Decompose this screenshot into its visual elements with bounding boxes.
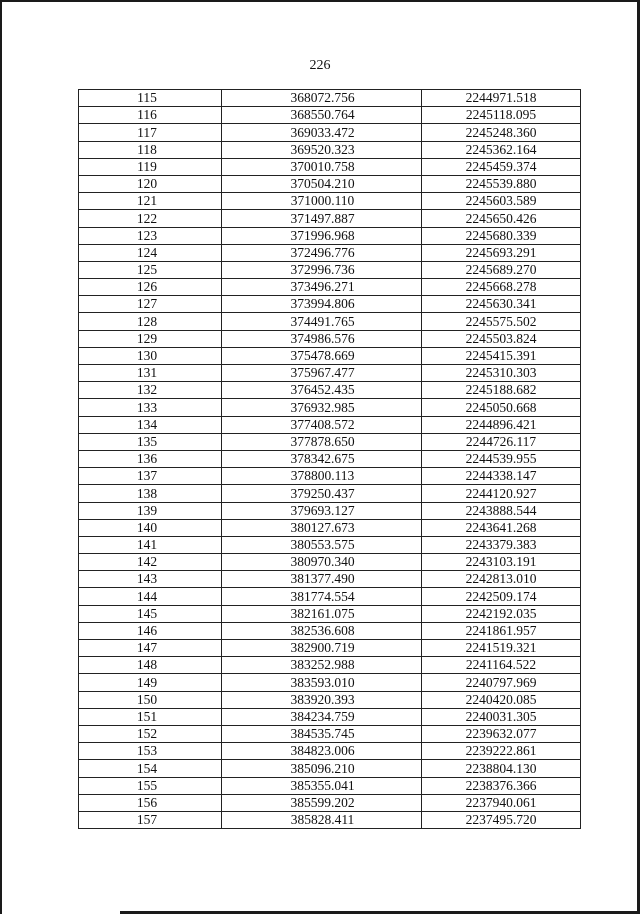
table-row: [79, 399, 581, 416]
x-coordinate-cell: 383593.010: [222, 674, 422, 691]
y-coordinate-cell: 2238804.130: [422, 760, 581, 777]
y-coordinate-cell: 2245680.339: [422, 227, 581, 244]
x-coordinate-cell: 382161.075: [222, 605, 422, 622]
point-number-cell: 145: [79, 605, 222, 622]
x-coordinate-cell: 376452.435: [222, 382, 422, 399]
point-number-cell: 124: [79, 244, 222, 261]
table-row: [79, 158, 581, 175]
x-coordinate-cell: 381377.490: [222, 571, 422, 588]
y-coordinate-cell: 2240797.969: [422, 674, 581, 691]
y-coordinate-cell: 2239632.077: [422, 725, 581, 742]
y-coordinate-cell: 2241519.321: [422, 640, 581, 657]
table-row: [79, 244, 581, 261]
point-number-cell: 115: [79, 90, 222, 107]
point-number-cell: 141: [79, 536, 222, 553]
point-number-cell: 134: [79, 416, 222, 433]
y-coordinate-cell: 2245050.668: [422, 399, 581, 416]
x-coordinate-cell: 383252.988: [222, 657, 422, 674]
point-number-cell: 157: [79, 811, 222, 828]
table-row: [79, 708, 581, 725]
x-coordinate-cell: 385828.411: [222, 811, 422, 828]
table-row: [79, 416, 581, 433]
point-number-cell: 147: [79, 640, 222, 657]
point-number-cell: 119: [79, 158, 222, 175]
point-number-cell: 137: [79, 468, 222, 485]
table-row: [79, 296, 581, 313]
table-row: [79, 90, 581, 107]
table-row: [79, 588, 581, 605]
point-number-cell: 129: [79, 330, 222, 347]
x-coordinate-cell: 373496.271: [222, 279, 422, 296]
point-number-cell: 122: [79, 210, 222, 227]
table-row: [79, 124, 581, 141]
x-coordinate-cell: 378342.675: [222, 450, 422, 467]
point-number-cell: 135: [79, 433, 222, 450]
x-coordinate-cell: 368072.756: [222, 90, 422, 107]
y-coordinate-cell: 2237495.720: [422, 811, 581, 828]
point-number-cell: 155: [79, 777, 222, 794]
x-coordinate-cell: 382900.719: [222, 640, 422, 657]
y-coordinate-cell: 2239222.861: [422, 743, 581, 760]
x-coordinate-cell: 382536.608: [222, 622, 422, 639]
y-coordinate-cell: 2241164.522: [422, 657, 581, 674]
point-number-cell: 117: [79, 124, 222, 141]
x-coordinate-cell: 377408.572: [222, 416, 422, 433]
x-coordinate-cell: 373994.806: [222, 296, 422, 313]
table-row: [79, 468, 581, 485]
point-number-cell: 125: [79, 261, 222, 278]
y-coordinate-cell: 2244896.421: [422, 416, 581, 433]
y-coordinate-cell: 2245693.291: [422, 244, 581, 261]
coordinate-table-body: [79, 90, 581, 829]
table-row: [79, 347, 581, 364]
point-number-cell: 136: [79, 450, 222, 467]
x-coordinate-cell: 383920.393: [222, 691, 422, 708]
x-coordinate-cell: 374986.576: [222, 330, 422, 347]
point-number-cell: 116: [79, 107, 222, 124]
scan-border-top: [0, 0, 640, 2]
point-number-cell: 139: [79, 502, 222, 519]
point-number-cell: 151: [79, 708, 222, 725]
y-coordinate-cell: 2245118.095: [422, 107, 581, 124]
x-coordinate-cell: 371996.968: [222, 227, 422, 244]
table-row: [79, 450, 581, 467]
table-row: [79, 519, 581, 536]
x-coordinate-cell: 370504.210: [222, 175, 422, 192]
table-row: [79, 657, 581, 674]
table-row: [79, 365, 581, 382]
point-number-cell: 132: [79, 382, 222, 399]
y-coordinate-cell: 2245668.278: [422, 279, 581, 296]
y-coordinate-cell: 2242509.174: [422, 588, 581, 605]
x-coordinate-cell: 376932.985: [222, 399, 422, 416]
table-row: [79, 571, 581, 588]
point-number-cell: 131: [79, 365, 222, 382]
table-row: [79, 777, 581, 794]
point-number-cell: 146: [79, 622, 222, 639]
x-coordinate-cell: 385096.210: [222, 760, 422, 777]
table-row: [79, 725, 581, 742]
y-coordinate-cell: 2245362.164: [422, 141, 581, 158]
y-coordinate-cell: 2245630.341: [422, 296, 581, 313]
scan-border-left: [0, 0, 2, 914]
y-coordinate-cell: 2242192.035: [422, 605, 581, 622]
table-row: [79, 502, 581, 519]
x-coordinate-cell: 374491.765: [222, 313, 422, 330]
page-number: 226: [309, 58, 331, 73]
x-coordinate-cell: 377878.650: [222, 433, 422, 450]
table-row: [79, 485, 581, 502]
y-coordinate-cell: 2245503.824: [422, 330, 581, 347]
y-coordinate-cell: 2245188.682: [422, 382, 581, 399]
y-coordinate-cell: 2245689.270: [422, 261, 581, 278]
point-number-cell: 142: [79, 554, 222, 571]
table-row: [79, 554, 581, 571]
table-row: [79, 622, 581, 639]
point-number-cell: 148: [79, 657, 222, 674]
x-coordinate-cell: 372996.736: [222, 261, 422, 278]
table-row: [79, 227, 581, 244]
y-coordinate-cell: 2244971.518: [422, 90, 581, 107]
x-coordinate-cell: 375967.477: [222, 365, 422, 382]
point-number-cell: 121: [79, 193, 222, 210]
table-row: [79, 743, 581, 760]
y-coordinate-cell: 2245415.391: [422, 347, 581, 364]
x-coordinate-cell: 369520.323: [222, 141, 422, 158]
point-number-cell: 118: [79, 141, 222, 158]
table-row: [79, 141, 581, 158]
x-coordinate-cell: 385599.202: [222, 794, 422, 811]
table-row: [79, 313, 581, 330]
y-coordinate-cell: 2238376.366: [422, 777, 581, 794]
table-row: [79, 794, 581, 811]
table-row: [79, 330, 581, 347]
y-coordinate-cell: 2243641.268: [422, 519, 581, 536]
y-coordinate-cell: 2241861.957: [422, 622, 581, 639]
point-number-cell: 123: [79, 227, 222, 244]
y-coordinate-cell: 2243888.544: [422, 502, 581, 519]
point-number-cell: 143: [79, 571, 222, 588]
table-row: [79, 674, 581, 691]
point-number-cell: 152: [79, 725, 222, 742]
x-coordinate-cell: 371000.110: [222, 193, 422, 210]
point-number-cell: 130: [79, 347, 222, 364]
coordinate-table-container: [78, 89, 580, 829]
point-number-cell: 144: [79, 588, 222, 605]
table-row: [79, 279, 581, 296]
y-coordinate-cell: 2245603.589: [422, 193, 581, 210]
table-row: [79, 691, 581, 708]
x-coordinate-cell: 381774.554: [222, 588, 422, 605]
y-coordinate-cell: 2245539.880: [422, 175, 581, 192]
x-coordinate-cell: 384535.745: [222, 725, 422, 742]
point-number-cell: 154: [79, 760, 222, 777]
y-coordinate-cell: 2245650.426: [422, 210, 581, 227]
table-row: [79, 760, 581, 777]
x-coordinate-cell: 372496.776: [222, 244, 422, 261]
point-number-cell: 138: [79, 485, 222, 502]
x-coordinate-cell: 378800.113: [222, 468, 422, 485]
y-coordinate-cell: 2245575.502: [422, 313, 581, 330]
y-coordinate-cell: 2243103.191: [422, 554, 581, 571]
y-coordinate-cell: 2245248.360: [422, 124, 581, 141]
table-row: [79, 811, 581, 828]
x-coordinate-cell: 379250.437: [222, 485, 422, 502]
x-coordinate-cell: 371497.887: [222, 210, 422, 227]
point-number-cell: 128: [79, 313, 222, 330]
y-coordinate-cell: 2240031.305: [422, 708, 581, 725]
table-row: [79, 536, 581, 553]
point-number-cell: 150: [79, 691, 222, 708]
point-number-cell: 149: [79, 674, 222, 691]
x-coordinate-cell: 375478.669: [222, 347, 422, 364]
table-row: [79, 261, 581, 278]
y-coordinate-cell: 2244726.117: [422, 433, 581, 450]
x-coordinate-cell: 384823.006: [222, 743, 422, 760]
y-coordinate-cell: 2244539.955: [422, 450, 581, 467]
table-row: [79, 640, 581, 657]
point-number-cell: 140: [79, 519, 222, 536]
y-coordinate-cell: 2245310.303: [422, 365, 581, 382]
table-row: [79, 605, 581, 622]
y-coordinate-cell: 2240420.085: [422, 691, 581, 708]
table-row: [79, 210, 581, 227]
y-coordinate-cell: 2244120.927: [422, 485, 581, 502]
x-coordinate-cell: 379693.127: [222, 502, 422, 519]
x-coordinate-cell: 380127.673: [222, 519, 422, 536]
table-row: [79, 193, 581, 210]
y-coordinate-cell: 2242813.010: [422, 571, 581, 588]
point-number-cell: 156: [79, 794, 222, 811]
point-number-cell: 127: [79, 296, 222, 313]
x-coordinate-cell: 380553.575: [222, 536, 422, 553]
table-row: [79, 382, 581, 399]
x-coordinate-cell: 385355.041: [222, 777, 422, 794]
y-coordinate-cell: 2237940.061: [422, 794, 581, 811]
table-row: [79, 175, 581, 192]
x-coordinate-cell: 370010.758: [222, 158, 422, 175]
x-coordinate-cell: 369033.472: [222, 124, 422, 141]
coordinate-table: [78, 89, 581, 829]
x-coordinate-cell: 368550.764: [222, 107, 422, 124]
x-coordinate-cell: 380970.340: [222, 554, 422, 571]
y-coordinate-cell: 2244338.147: [422, 468, 581, 485]
y-coordinate-cell: 2245459.374: [422, 158, 581, 175]
table-row: [79, 107, 581, 124]
point-number-cell: 153: [79, 743, 222, 760]
point-number-cell: 120: [79, 175, 222, 192]
y-coordinate-cell: 2243379.383: [422, 536, 581, 553]
table-row: [79, 433, 581, 450]
point-number-cell: 126: [79, 279, 222, 296]
point-number-cell: 133: [79, 399, 222, 416]
x-coordinate-cell: 384234.759: [222, 708, 422, 725]
